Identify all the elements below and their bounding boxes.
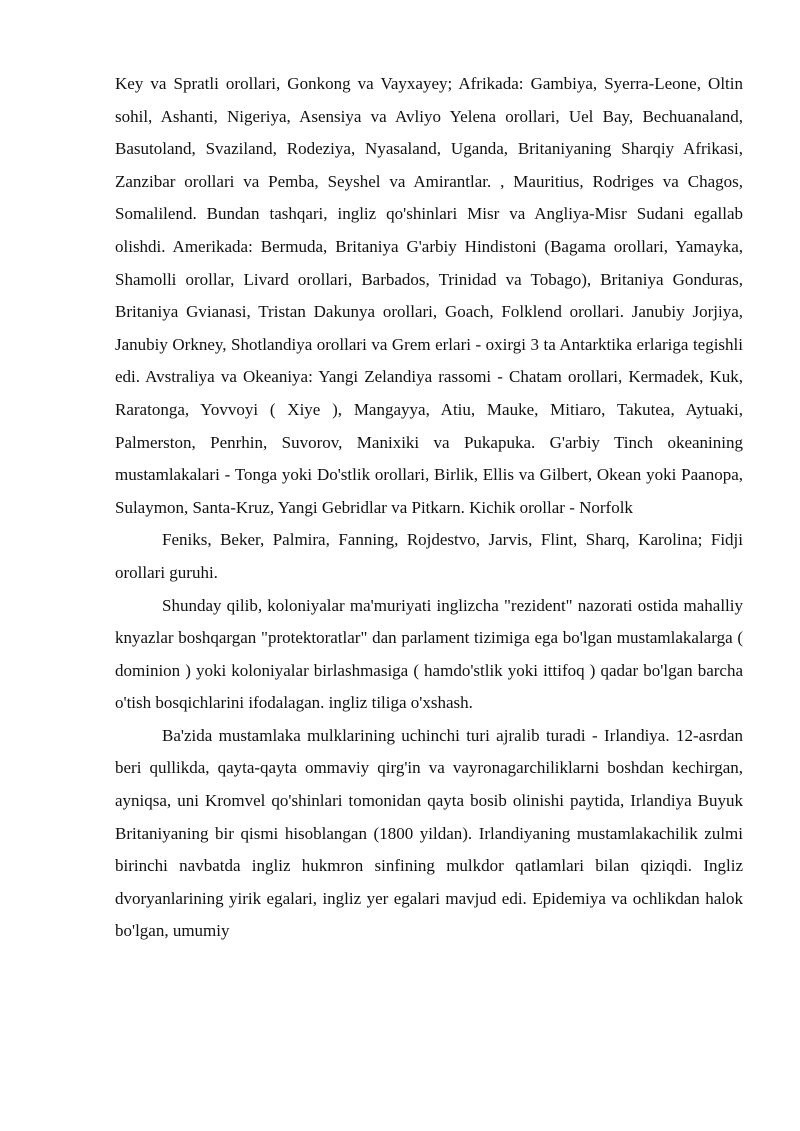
paragraph-administration: Shunday qilib, koloniyalar ma'muriyati inglizcha "rezident" nazorati ostida mahalliy knyazlar boshqargan "protektoratlar" dan parlament tizimiga ega bo'lgan mustamlakalarga ( dominion ) yoki koloniyalar birlashmasiga ( hamdo'stlik yoki ittifoq ) qadar bo'lgan barcha o'tish bosqichlarini ifodalagan. ingliz tiliga o'xshash. <box>115 595 743 713</box>
paragraph-feniks: Feniks, Beker, Palmira, Fanning, Rojdestvo, Jarvis, Flint, Sharq, Karolina; Fidji orollari guruhi. <box>115 530 743 582</box>
paragraph-ireland: Ba'zida mustamlaka mulklarining uchinchi turi ajralib turadi - Irlandiya. 12-asrdan beri qullikda, qayta-qayta ommaviy qirg'in va vayronagarchiliklarni boshdan kechirgan, ayniqsa, uni Kromvel qo'shinlari tomonidan qayta bosib olinishi paytida, Irlandiya Buyuk Britaniyaning bir qismi hisoblangan (1800 yildan). Irlandiyaning mustamlakachilik zulmi birinchi navbatda ingliz hukmron sinfining mulkdor qatlamlari bilan qiziqdi. Ingliz dvoryanlarining yirik egalari, ingliz yer egalari mavjud edi. Epidemiya va ochlikdan halok bo'lgan, umumiy <box>115 725 743 941</box>
paragraph-continuation: Key va Spratli orollari, Gonkong va Vayxayey; Afrikada: Gambiya, Syerra-Leone, Oltin sohil, Ashanti, Nigeriya, Asensiya va Avliyo Yelena orollari, Uel Bay, Bechuanaland, Basutoland, Svaziland, Rodeziya, Nyasaland, Uganda, Britaniyaning Sharqiy Afrikasi, Zanzibar orollari va Pemba, Seyshel va Amirantlar. , Mauritius, Rodriges va Chagos, Somalilend. Bundan tashqari, ingliz qo'shinlari Misr va Angliya-Misr Sudani egallab olishdi. Amerikada: Bermuda, Britaniya G'arbiy Hindistoni (Bagama orollari, Yamayka, Shamolli orollar, Livard orollari, Barbados, Trinidad va Tobago), Britaniya Gonduras, Britaniya Gvianasi, Tristan Dakunya orollari, Goach, Folklend orollari. Janubiy Jorjiya, Janubiy Orkney, Shotlandiya orollari va Grem erlari - oxirgi 3 ta Antarktika erlariga tegishli edi. Avstraliya va Okeaniya: Yangi Zelandiya rassomi - Chatam orollari, Kermadek, Kuk, Raratonga, Yovvoyi ( Xiye ), Mangayya, Atiu, Mauke, Mitiaro, Takutea, Aytuaki, Palmerston, Penrhin, Suvorov, Manixiki va Pukapuka. G'arbiy Tinch okeanining mustamlakalari - Tonga yoki Do'stlik orollari, Birlik, Ellis va Gilbert, Okean yoki Paanopa, Sulaymon, Santa-Kruz, Yangi Gebridlar va Pitkarn. Kichik orollar - Norfolk <box>115 74 743 517</box>
document-page <box>115 68 743 948</box>
